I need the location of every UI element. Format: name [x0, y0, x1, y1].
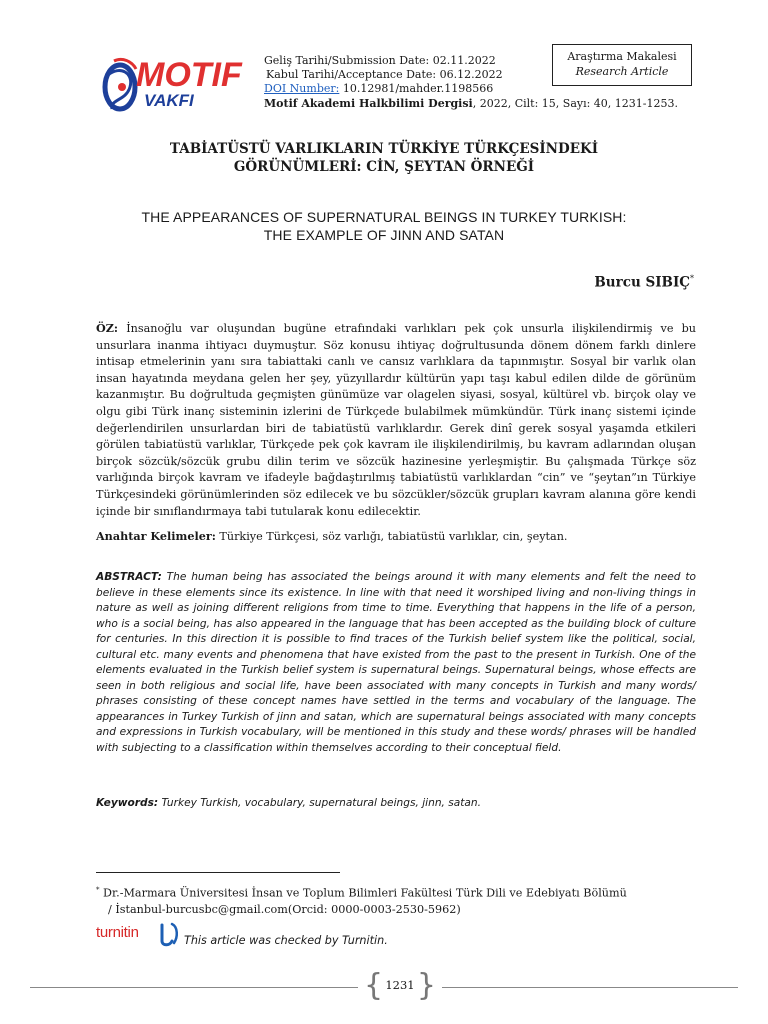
journal-name: Motif Akademi Halkbilimi Dergisi — [264, 96, 473, 110]
title-english — [0, 208, 768, 244]
article-type-tr: Araştırma Makalesi — [567, 50, 677, 63]
author-name-text: Burcu SIBIÇ — [594, 274, 690, 291]
author-footnote-mark[interactable]: * — [690, 274, 694, 283]
keywords-en-text: Turkey Turkish, vocabulary, supernatural beings, jinn, satan. — [158, 797, 481, 809]
acceptance-date: Kabul Tarihi/Acceptance Date: 06.12.2022 — [266, 68, 503, 82]
title-turkish — [0, 140, 768, 176]
title-en-line-1: THE APPEARANCES OF SUPERNATURAL BEINGS IN TURKEY TURKISH: — [141, 209, 627, 225]
logo-vakfi-text: VAKFI — [144, 91, 194, 110]
turnitin-logo — [96, 921, 186, 949]
journal-logo — [100, 55, 250, 117]
footnote-affiliation: Dr.-Marmara Üniversitesi İnsan ve Toplum Bilimleri Fakültesi Türk Dili ve Edebiyatı Bölümü — [99, 886, 627, 900]
logo-motif-text: MOTIF — [136, 56, 242, 94]
abstract-label: ABSTRACT: — [96, 571, 162, 583]
citation-details: , 2022, Cilt: 15, Sayı: 40, 1231-1253. — [472, 96, 679, 110]
page-rule-right — [442, 987, 738, 988]
title-tr-line-1: TABİATÜSTÜ VARLIKLARIN TÜRKİYE TÜRKÇESİNDEKİ — [169, 141, 599, 157]
page-number: 1231 — [385, 978, 415, 992]
abstract-text: The human being has associated the beings around it with many elements and felt the need to believe in these elements since its existence. In line with that need it worshiped living and non-living things in nature as well as joining different religions from time to time. Everything that happens in the life of a person, who is a social being, has also appeared in the language that has been accepted as the building block of culture for centuries. In this direction it is possible to find traces of the Turkish belief system like the political, social, cultural etc. many events and phenomena that have existed from the past to the present in Turkish. One of the elements evaluated in the Turkish belief system is supernatural beings. Supernatural beings, whose effects are seen in both religious and social life, have been associated with many concepts in Turkish and many words/ phrases consisting of these concept names have settled in the terms and vocabulary of the language. The appearances in Turkey Turkish of jinn and satan, which are supernatural beings associated with many concepts and expressions in Turkish vocabulary, will be mentioned in this study and these words/ phrases will be handled with subjecting to a classification within themselves according to their conceptual field. — [96, 571, 696, 755]
keywords-tr-label: Anahtar Kelimeler: — [96, 529, 216, 543]
footnote-rule — [96, 872, 340, 873]
page-rule-left — [30, 987, 358, 988]
oz-label: ÖZ: — [96, 321, 119, 335]
abstract-english — [96, 570, 696, 757]
keywords-turkish — [96, 529, 696, 544]
turnitin-note: This article was checked by Turnitin. — [184, 934, 388, 947]
journal-citation — [264, 97, 678, 111]
title-en-line-2: THE EXAMPLE OF JINN AND SATAN — [263, 227, 505, 243]
oz-text: İnsanoğlu var oluşundan bugüne etrafındaki varlıkları pek çok unsurla ilişkilendirmiş ve bu unsurlara inanma ihtiyacı duymuştur. Söz konusu ihtiyaç doğrultusunda dönem dönem farklı dinlere intisap etmelerinin yanı sıra tabiattaki canlı ve cansız varlıklara da tapınmıştır. Sosyal bir varlık olan insan hayatında meydana gelen her şey, yüzyıllardır kültürün yapı taşı kabul edilen dilde de görünüm kazanmıştır. Bu doğrultuda geçmişten günümüze var olagelen siyasi, sosyal, kültürel vb. birçok olay ve olgu gibi Türk inanç sisteminin izlerini de Türkçede bulabilmek mümkündür. Türk inanç sistemi içinde değerlendirilen unsurlardan biri de tabiatüstü varlıklardır. Gerek dinî gerek sosyal yaşamda etkileri görülen tabiatüstü varlıklar, Türkçede pek çok kavram ile ilişkilendirilmiş, bu kavram adlarından oluşan birçok sözcük/sözcük grubu dilin terim ve sözcük hazinesine yerleşmiştir. Bu çalışmada Türkçe söz varlığında birçok kavram ve ifadeyle bağdaştırılmış tabiatüstü varlıklardan “cin” ve “şeytan”ın Türkiye Türkçesindeki görünümlerinden söz edilecek ve bu sözcükler/sözcük grupları kavram alanına göre kendi içinde bir sınıflandırmaya tabi tutularak konu edilecektir. — [96, 322, 696, 518]
left-brace-icon: { — [364, 968, 384, 1003]
footnote-mark: * — [96, 886, 100, 894]
author-name — [594, 274, 694, 291]
page-number-box — [360, 970, 440, 1002]
title-tr-line-2: GÖRÜNÜMLERİ: CİN, ŞEYTAN ÖRNEĞİ — [233, 159, 535, 175]
turnitin-brand-text: turnitin — [96, 924, 139, 941]
turnitin-mark-icon — [156, 921, 182, 949]
article-type-box — [552, 44, 692, 86]
keywords-en-label: Keywords: — [96, 797, 159, 809]
keywords-english — [96, 796, 696, 811]
footnote-line-2: / İstanbul-burcusbc@gmail.com(Orcid: 0000-0003-2530-5962) — [108, 902, 461, 916]
submission-date: Geliş Tarihi/Submission Date: 02.11.2022 — [264, 54, 496, 67]
footnote-line-1 — [96, 882, 706, 902]
abstract-turkish — [96, 320, 696, 520]
keywords-tr-text: Türkiye Türkçesi, söz varlığı, tabiatüstü varlıklar, cin, şeytan. — [215, 530, 568, 543]
doi-value: 10.12981/mahder.1198566 — [339, 82, 494, 96]
right-brace-icon: } — [416, 968, 436, 1003]
doi-link[interactable]: DOI Number: — [264, 82, 340, 96]
article-type-en: Research Article — [575, 65, 669, 78]
author-footnote — [96, 882, 706, 918]
